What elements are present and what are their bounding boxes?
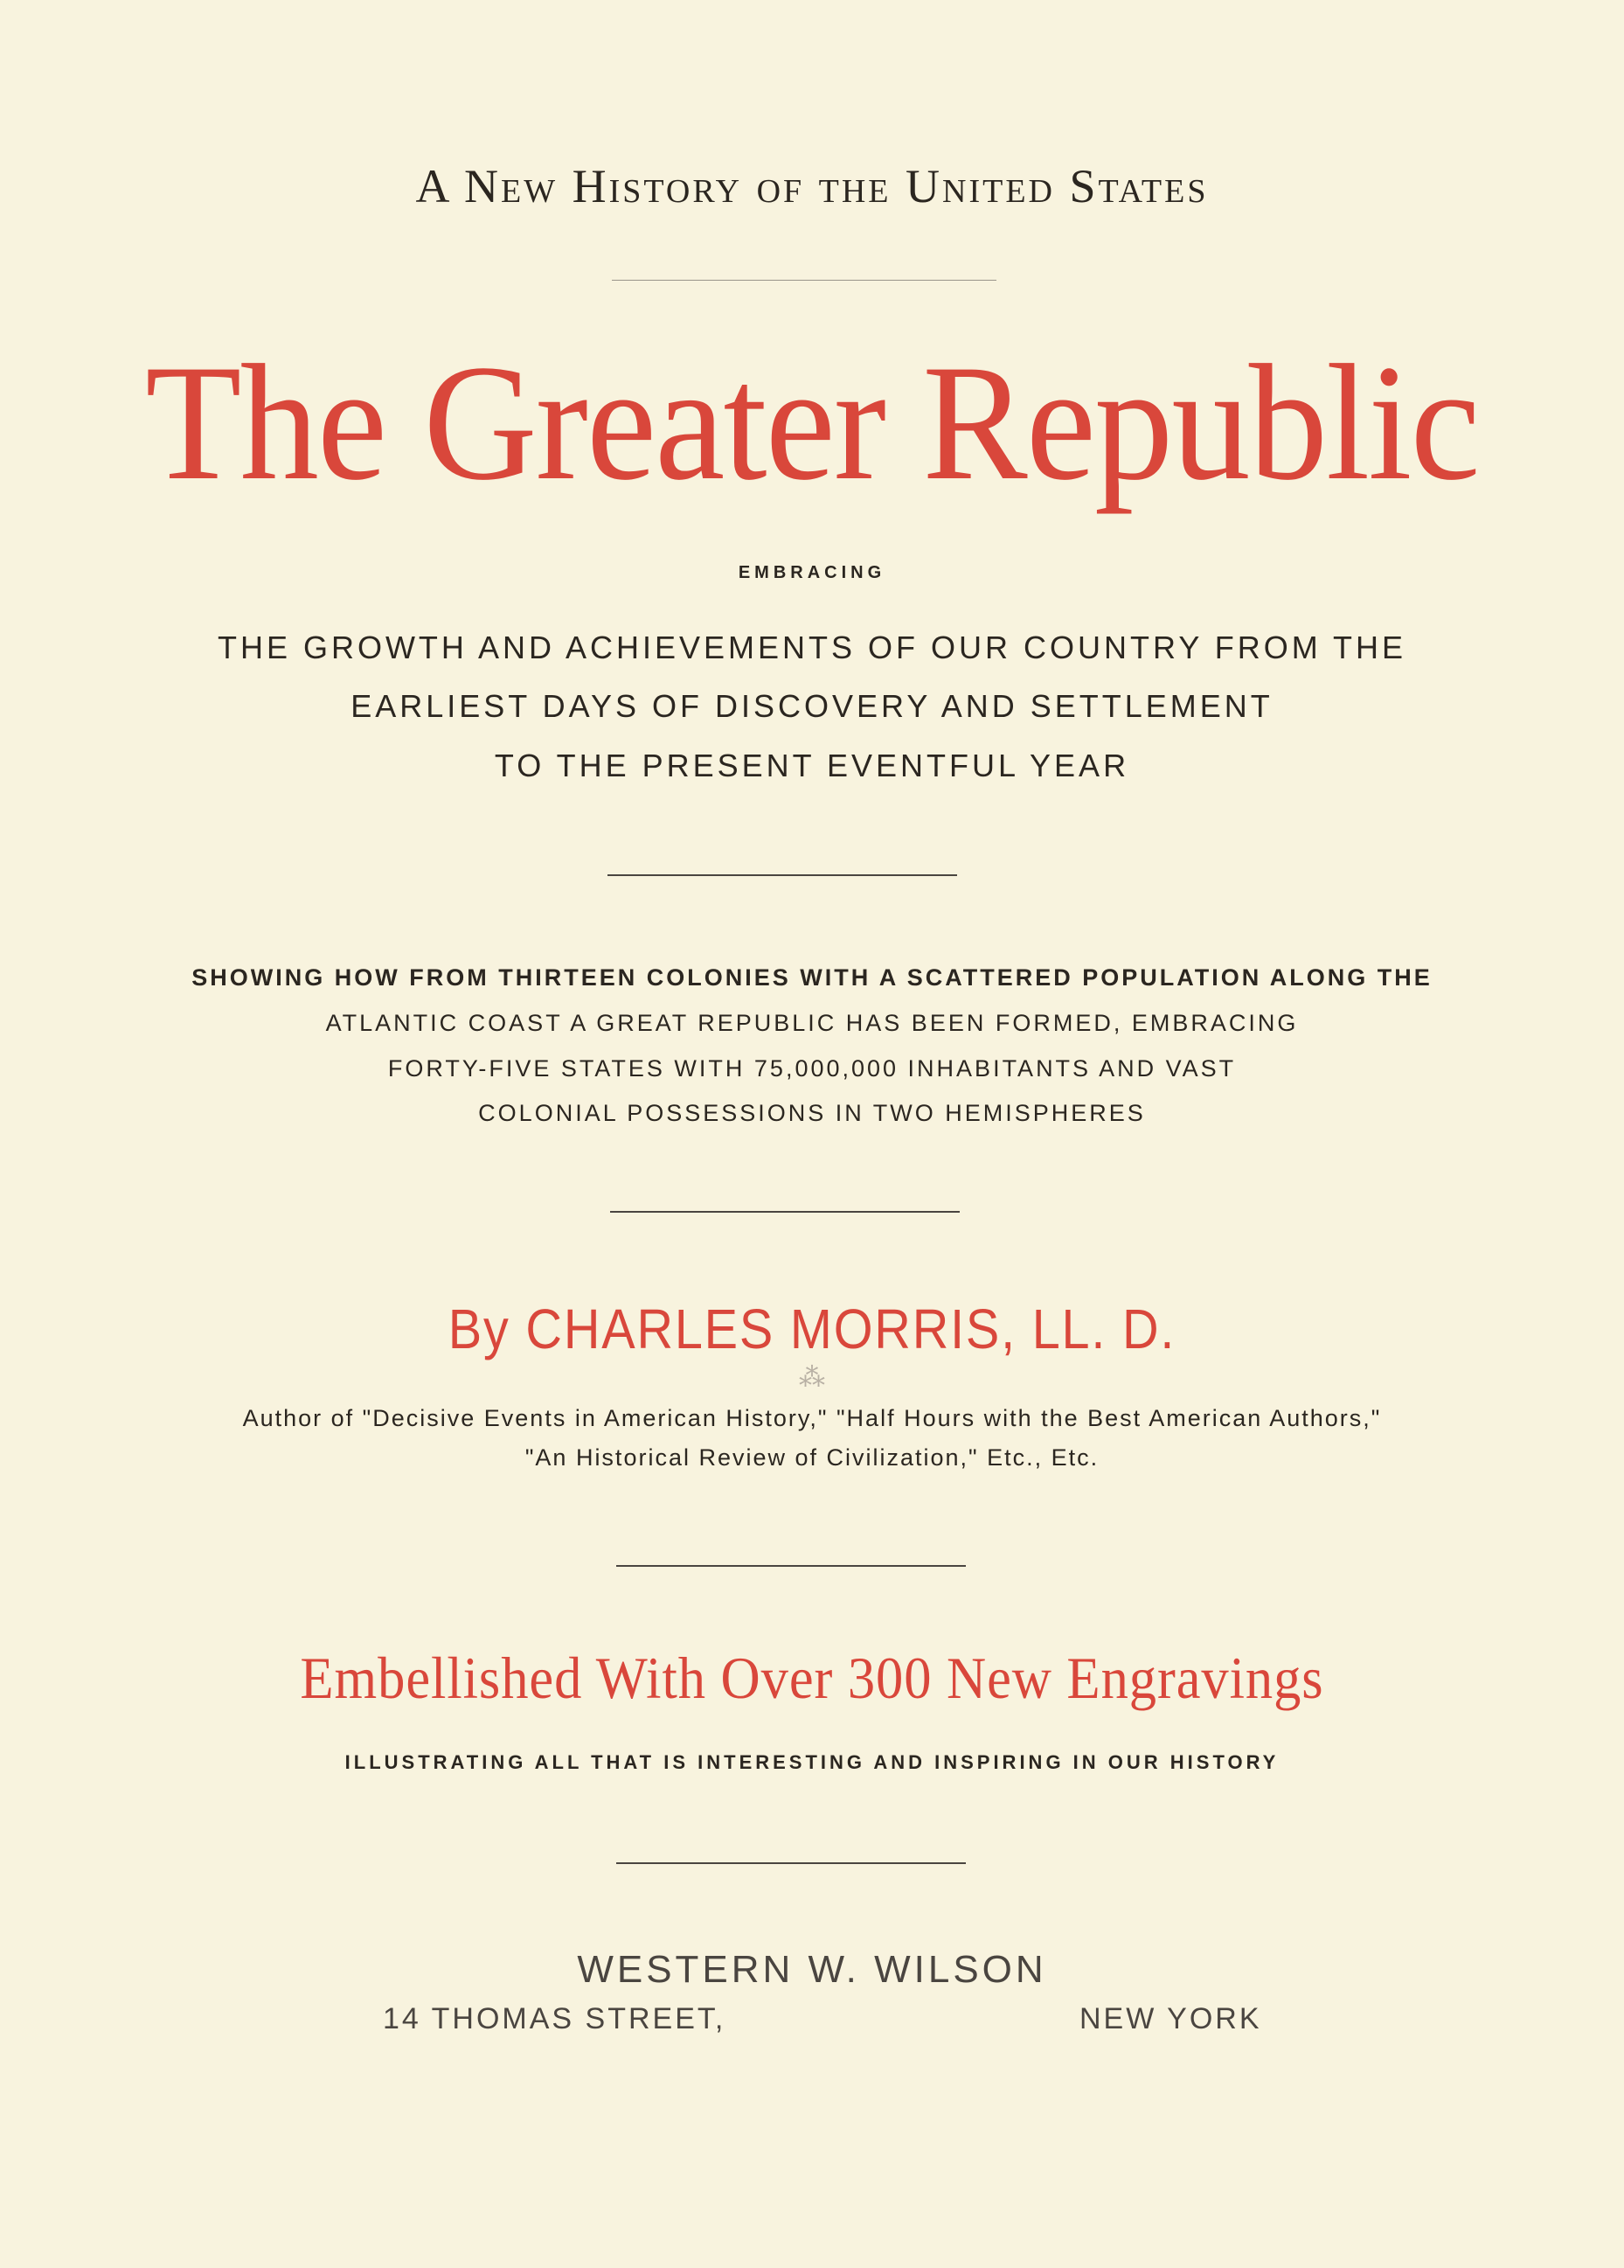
description-line-1: SHOWING HOW FROM THIRTEEN COLONIES WITH A SCATTERED POPULATION ALONG THE <box>191 964 1433 991</box>
divider-3 <box>610 1211 960 1213</box>
subtitle-line-3: TO THE PRESENT EVENTFUL YEAR <box>494 748 1130 783</box>
main-title: The Greater Republic <box>145 331 1479 515</box>
subtitle-line-1: THE GROWTH AND ACHIEVEMENTS OF OUR COUNTRY FROM THE <box>217 630 1407 665</box>
embellished-line: Embellished With Over 300 New Engravings <box>300 1645 1324 1711</box>
description-line-3: FORTY-FIVE STATES WITH 75,000,000 INHABITANTS AND VAST <box>387 1055 1237 1082</box>
divider-4 <box>616 1565 966 1567</box>
description-line-2: ATLANTIC COAST A GREAT REPUBLIC HAS BEEN FORMED, EMBRACING <box>325 1010 1299 1036</box>
divider-top <box>612 280 996 281</box>
author-credits-line-1: Author of "Decisive Events in American History," "Half Hours with the Best American Authors," <box>242 1405 1382 1431</box>
publisher-city: NEW YORK <box>1079 2002 1262 2035</box>
description-line-4: COLONIAL POSSESSIONS IN TWO HEMISPHERES <box>478 1100 1146 1126</box>
illustrating-line: ILLUSTRATING ALL THAT IS INTERESTING AND INSPIRING IN OUR HISTORY <box>344 1751 1280 1773</box>
author-line: By CHARLES MORRIS, LL. D. <box>448 1297 1176 1360</box>
publisher-address: 14 THOMAS STREET, <box>383 2002 726 2035</box>
divider-5 <box>616 1862 966 1864</box>
series-title: A New History of the United States <box>415 160 1209 212</box>
author-credits-line-2: "An Historical Review of Civilization," Etc., Etc. <box>524 1444 1100 1471</box>
author-ornament-icon: ⁂ <box>799 1362 825 1393</box>
divider-2 <box>607 874 957 876</box>
publisher-name: WESTERN W. WILSON <box>577 1948 1047 1991</box>
embracing-label: EMBRACING <box>738 563 886 582</box>
subtitle-line-2: EARLIEST DAYS OF DISCOVERY AND SETTLEMENT <box>350 688 1274 724</box>
